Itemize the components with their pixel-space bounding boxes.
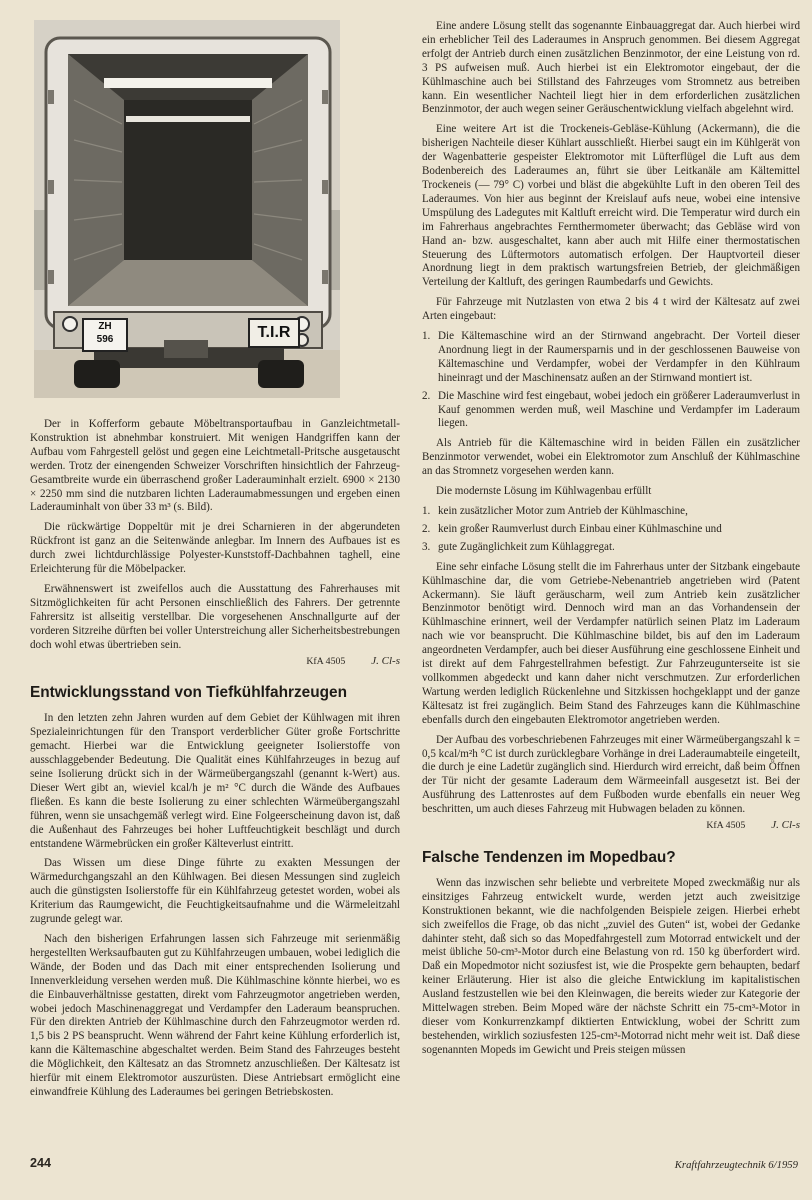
truck-photo <box>34 20 340 398</box>
list-number: 1. <box>422 505 431 517</box>
signature-2 <box>422 819 800 833</box>
list-text: kein zusätzlicher Motor zum Antrieb der Kühlmaschine, <box>438 505 688 517</box>
right-paragraph-5: Die modernste Lösung im Kühlwagenbau erfüllt <box>436 485 652 498</box>
article-heading-mopedbau: Falsche Tendenzen im Mopedbau? <box>422 848 676 866</box>
list-item <box>422 541 800 555</box>
requirements-list <box>422 505 800 555</box>
list-number: 1. <box>422 330 431 343</box>
left-paragraph-6: Nach den bisherigen Erfahrungen lassen sich Fahrzeuge mit serienmäßig hergestellten Werksaufbauten gut zu Kühlfahrzeugen umbauen, wobei lediglich die Wände, der Boden und das Dach mit einer entsprechenden Isolierung und Innenverkleidung versehen werden muß. Die Kühlmaschine könnte hierbei, wo es die Einbauverhältnisse gestatten, direkt vom Fahrzeugmotor angetrieben werden, wobei jedoch Maschinenaggregat und Verdampfer den Laderaum beanspruchen. Für den direkten Antrieb der Kühlmaschine durch den Fahrzeugmotor werden rd. 1,5 bis 2 PS beansprucht. Wenn während der Fahrt keine Kühlung erforderlich ist, kann die Kältemaschine abgeschaltet werden. Beim Stand des Fahrzeuges besteht die Möglichkeit, den Kältesatz an das Stromnetz anzuschließen. Der Kältesatz ist hierfür mit einem Elektromotor auszurüsten. Diese Antriebsart ermöglicht eine einwandfreie Kühlung des Laderaumes bei geringen Betriebskosten. <box>30 933 400 1098</box>
left-paragraph-1: Der in Kofferform gebaute Möbeltransportaufbau in Ganzleichtmetall-Konstruktion ist abnehmbar konstruiert. Mit wenigen Handgriffen kann der Aufbau vom Fahrgestell gelöst und gegen eine Leichtmetall-Pritsche ausgetauscht werden. Trotz der einengenden Schweizer Vorschriften hinsichtlich der Fahrzeug-Gesamtbreite wurde ein überraschend großer Laderauminhalt erzielt. 6900 × 2130 × 2250 mm sind die nutzbaren lichten Laderaumabmessungen und ergeben einen Laderauminhalt von über 33 m³ (s. Bild). <box>30 418 400 514</box>
list-number: 3. <box>422 540 431 553</box>
signature-author: J. Cl-s <box>371 654 400 667</box>
list-text: kein großer Raumverlust durch Einbau einer Kühlmaschine und <box>438 522 722 535</box>
list-item <box>422 523 800 537</box>
list-number: 2. <box>422 522 431 535</box>
right-paragraph-4: Als Antrieb für die Kältemaschine wird in beiden Fällen ein zusätzlicher Benzinmotor verwendet, wobei ein Elektromotor zum Anschluß der Kühlmaschine an das Stromnetz vorgesehen werden kann. <box>422 437 800 478</box>
plate-line-1: ZH <box>98 321 112 332</box>
right-paragraph-6: Eine sehr einfache Lösung stellt die im Fahrerhaus unter der Sitzbank eingebaute Kühlmaschine dar, die vom Getriebe-Nebenantrieb angetrieben wird (Patent Ackermann). Sie läuft geräuscharm, weil zum Antrieb kein zusätzlicher Benzinmotor benötigt wird. Dennoch wird man an das Vorhandensein der Kühlmaschine erinnert, weil der Verdampfer natürlich seinen Platz im Laderaum nach wie vor beansprucht. Die Kühlmaschine bildet, bis auf den im Laderaum angeordneten Verdampfer, auch bei dieser Ausführung eine geschlossene Einheit und ist direkt auf dem Fahrgestellrahmen befestigt. Zur Fahrzeugunterseite ist sie vollkommen abgedeckt und kann daher nicht verschmutzen. Zur erforderlichen Wartung werden lediglich Rückenlehne und Sitzkissen hochgeklappt und der ganze Kältesatz ist frei zugänglich. Beim Stand des Fahrzeuges kann die Kühlmaschine ebenfalls durch den eingebauten Elektromotor angetrieben werden. <box>422 560 800 726</box>
signature-code: KfA 4505 <box>706 820 746 832</box>
signature-1 <box>30 655 400 669</box>
left-paragraph-5: Das Wissen um diese Dinge führte zu exakten Messungen der Wärmedurchgangszahl an den Kühlwagen. Bei diesen Messungen sind zugleich auch die günstigsten Isolierstoffe für ein Kühlfahrzeug getestet worden, wobei als Kriterium das Raumgewicht, die Feuchtigkeitsaufnahme und die Wärmeleitzahl zugrunde gelegt war. <box>30 857 400 926</box>
page-number: 244 <box>30 1156 52 1170</box>
list-text: Die Kältemaschine wird an der Stirnwand angebracht. Der Vorteil dieser Anordnung liegt in der Raumersparnis und in der geschlossenen Bauweise von Kältemaschine und Verdampfer, wobei der Verdampfer in den Kühlraum hineinragt und der Maschinensatz außen an der Stirnwand montiert ist. <box>438 330 800 384</box>
signature-author: J. Cl-s <box>771 819 800 832</box>
list-item <box>422 390 800 432</box>
right-paragraph-1: Eine andere Lösung stellt das sogenannte Einbauaggregat dar. Auch hierbei wird ein erheblicher Teil des Laderaumes in Anspruch genommen. Bei diesem Aggregat erfolgt der Antrieb durch einen zusätzlichen Benzinmotor, der eine Leistung von rd. 3 PS aufweisen muß. Auch hierbei ist ein Elektromotor eingebaut, der die Kühlmaschine auch bei Stillstand des Fahrzeuges vom Stromnetz aus betreiben kann. Ein wesentlicher Nachteil liegt hier in dem erforderlichen zusätzlichen Benzinmotor, der auch wegen seiner Geräuschentwicklung vielfach abgelehnt wird. <box>422 20 800 116</box>
list-item <box>422 330 800 386</box>
right-paragraph-2: Eine weitere Art ist die Trockeneis-Gebläse-Kühlung (Ackermann), die die bisherigen Nachteile dieser Kühlart ausschließt. Hierbei saugt ein im Kühlgerät von der Wagenbatterie gespeister Elektromotor mit Lüfterflügel die Luft aus dem Bodenbereich des Laderaumes an, führt sie über Leitkanäle am Kältemittel Trockeneis (— 79° C) vorbei und bläst die abgekühlte Luft in den oberen Teil des Laderaumes. Von hier aus beginnt der Kreislauf aufs neue, wobei eine intensive Umspülung des Ladegutes mit Kaltluft erreicht wird. Die Temperatur wird durch ein im Fahrerhaus angebrachtes Fernthermometer überwacht; das Gebläse wird von Hand an- bzw. ausgeschaltet, kann aber auch mit Hilfe einer thermostatischen Steuerung des Lüftermotors automatisch erfolgen. Der Hauptvorteil dieser Anordnung liegt in dem praktisch wartungsfreien Betrieb, der gleichmäßigen Verteilung der Kaltluft, des geringen Raumbedarfs und Gewichts. <box>422 123 800 289</box>
plate-line-2: 596 <box>96 334 114 345</box>
right-paragraph-3: Für Fahrzeuge mit Nutzlasten von etwa 2 bis 4 t wird der Kältesatz auf zwei Arten eingebaut: <box>422 296 800 323</box>
left-paragraph-2: Die rückwärtige Doppeltür mit je drei Scharnieren in der abgerundeten Rückfront ist ganz an die Seitenwände anlegbar. Im Innern des Aufbaues ist es durch zwei lichtdurchlässige Polyester-Kunststoff-Dachbahnen taghell, eine Erleichterung für die Möbelpacker. <box>30 521 400 576</box>
mounting-list <box>422 330 800 431</box>
left-column <box>30 20 400 1106</box>
list-text: Die Maschine wird fest eingebaut, wobei jedoch ein größerer Laderaumverlust in Kauf genommen werden muß, weil Maschine und Verdampfer im Laderaum liegen. <box>438 389 800 430</box>
signature-code: KfA 4505 <box>306 655 346 667</box>
article-heading-kuehlfahrzeuge: Entwicklungsstand von Tiefkühlfahrzeugen <box>30 684 347 702</box>
list-item <box>422 505 800 519</box>
tir-plate: T.I.R <box>248 318 300 348</box>
list-text: gute Zugänglichkeit zum Kühlaggregat. <box>438 540 615 553</box>
list-number: 2. <box>422 389 431 402</box>
right-paragraph-8: Wenn das inzwischen sehr beliebte und verbreitete Moped zweckmäßig nur als einsitziges Fahrzeug entwickelt wurde, werden jetzt auch zweisitzige Konstruktionen bekannt, wie die nachfolgenden Beispiele zeigen. Hierbei erhebt sich zweifellos die Frage, ob das nicht „zuviel des Guten“ ist, wobei der Gedanke dahinter steht, daß sich so das Mopedfahrgestell zum Motorrad entwickelt und der meist übliche 50-cm³-Motor durch eine Belastung von rd. 150 kg überfordert wird. Daß ein Mopedmotor nicht soziusfest ist, wie die Prospekte gern behaupten, bedarf keiner Erläuterung. Hier ist also die gleiche Entwicklung im kapitalistischen Ausland festzustellen wie bei den Kleinwagen, die bereits wieder zur Kategorie der Mittelwagen streben. Beim Moped wäre der nächste Schritt ein 75-cm³-Motor in dieser vom Konkurrenzkampf diktierten Entwicklung, wobei der Schritt zum bestehenden, wirklich soziusfesten 125-cm³-Motorrad nicht mehr weit ist. Daß diese sogenannten Mopeds im Gewicht und Preis steigen müssen <box>422 876 800 1056</box>
license-plate <box>82 318 128 352</box>
left-paragraph-3: Erwähnenswert ist zweifellos auch die Ausstattung des Fahrerhauses mit Sitzmöglichkeiten für acht Personen einschließlich des Fahrers. Der getrennte Fahrersitz ist allseitig verstellbar. Die vorgesehenen Anschnallgurte auf der vorderen Sitzreihe dürften bei voller Unterstreichung aller Sicherheitsbestrebungen doch wohl etwas übertrieben sein. <box>30 582 400 651</box>
left-paragraph-4: In den letzten zehn Jahren wurden auf dem Gebiet der Kühlwagen mit ihren Spezialeinrichtungen für den Transport verderblicher Güter große Fortschritte gemacht. Hierbei war die Entwicklung geeigneter Isolierstoffe von ausschlaggebender Bedeutung. Die Qualität eines Kühlfahrzeuges in bezug auf seine Isolierung drückt sich in der Wärmeübergangszahl (genannt k-Wert) aus. Dieser Wert gibt an, wieviel kcal/h je m² °C durch die Wände des Aufbaues fließen. Es kann die beste Isolierung zu einer schlechten Wärmeübergangszahl führen, wenn sie unsachgemäß verlegt wird. Eine Folgeerscheinung davon ist, daß die Außenhaut des Fahrzeuges bei hoher Luftfeuchtigkeit beschlägt und durch entstandene Wärmebrücken ein großer Kälteverlust eintritt. <box>30 712 400 850</box>
right-paragraph-7: Der Aufbau des vorbeschriebenen Fahrzeuges mit einer Wärmeübergangszahl k = 0,5 kcal/m²h °C ist durch zurücklegbare Vorhänge in drei Laderaumabteile eingeteilt, die durch je eine Ladetür zugänglich sind. Hierdurch wird erreicht, daß beim Öffnen der Tür nicht der gesamte Laderaum dem Wärmeeinfall ausgesetzt ist. Bei der Ausführung des Lattenrostes auf dem Fußboden wurde ebenfalls ein neuer Weg beschritten, um auch dieses Fahrzeug mit Hubwagen beladen zu können. <box>422 733 800 816</box>
right-column <box>422 20 800 1064</box>
magazine-issue: Kraftfahrzeugtechnik 6/1959 <box>674 1159 798 1171</box>
